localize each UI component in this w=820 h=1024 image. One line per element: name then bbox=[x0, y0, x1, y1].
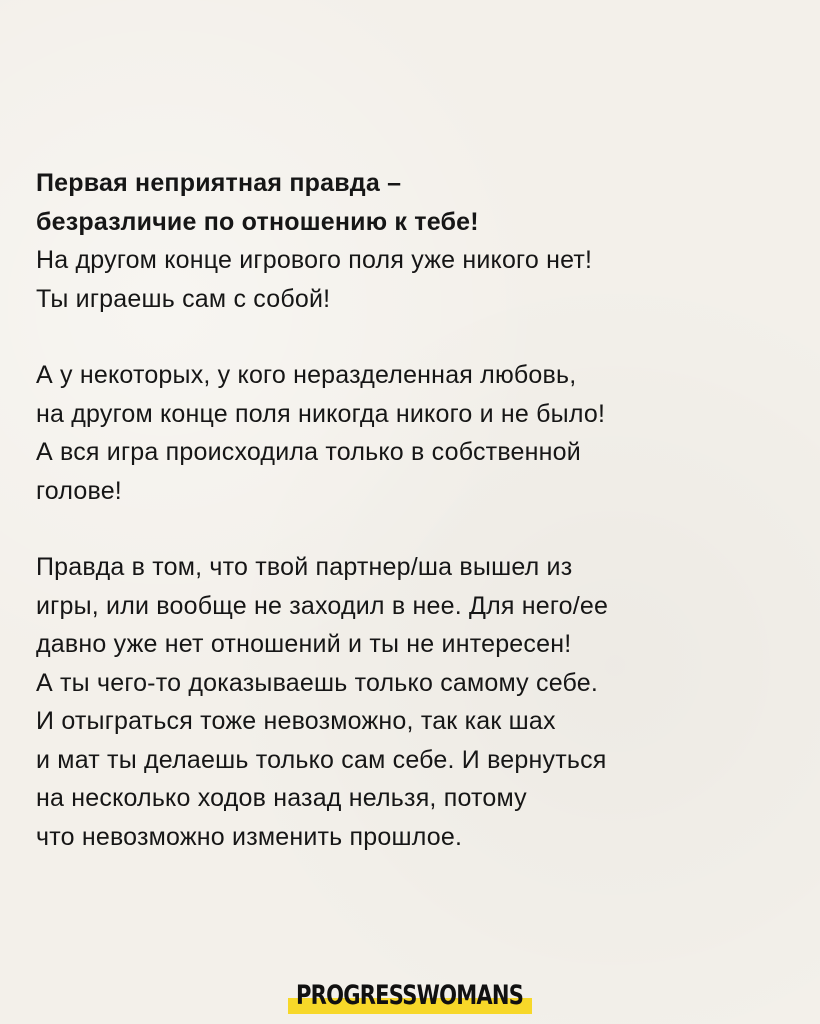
text-line: голове! bbox=[36, 476, 122, 505]
paragraph-1 bbox=[36, 164, 806, 318]
text-line: на другом конце поля никогда никого и не было! bbox=[36, 399, 606, 428]
text-line: игры, или вообще не заходил в нее. Для него/ее bbox=[36, 591, 609, 620]
text-line: Ты играешь сам с собой! bbox=[36, 284, 331, 313]
text-line: давно уже нет отношений и ты не интересен! bbox=[36, 630, 572, 658]
text-line: На другом конце игрового поля уже никого нет! bbox=[36, 246, 593, 274]
text-line: Правда в том, что твой партнер/ша вышел из bbox=[36, 553, 573, 581]
paragraph-gap bbox=[36, 318, 806, 356]
article-text bbox=[36, 164, 806, 856]
paragraph-3 bbox=[36, 548, 806, 856]
text-line: что невозможно изменить прошлое. bbox=[36, 822, 463, 851]
paragraph-gap bbox=[36, 510, 806, 548]
text-line: А ты чего-то доказываешь только самому себе. bbox=[36, 668, 599, 697]
text-line: И отыграться тоже невозможно, так как шах bbox=[36, 707, 556, 735]
text-line: А у некоторых, у кого неразделенная любовь, bbox=[36, 361, 577, 389]
brand-logo bbox=[288, 978, 532, 1014]
title-line: Первая неприятная правда – bbox=[36, 169, 402, 197]
brand-name: PROGRESSWOMANS bbox=[296, 980, 524, 1011]
text-line: А вся игра происходила только в собственной bbox=[36, 438, 581, 466]
text-line: на несколько ходов назад нельзя, потому bbox=[36, 784, 527, 812]
paragraph-2 bbox=[36, 356, 806, 510]
text-line: и мат ты делаешь только сам себе. И вернуться bbox=[36, 745, 607, 774]
title-line: безразличие по отношению к тебе! bbox=[36, 207, 479, 236]
